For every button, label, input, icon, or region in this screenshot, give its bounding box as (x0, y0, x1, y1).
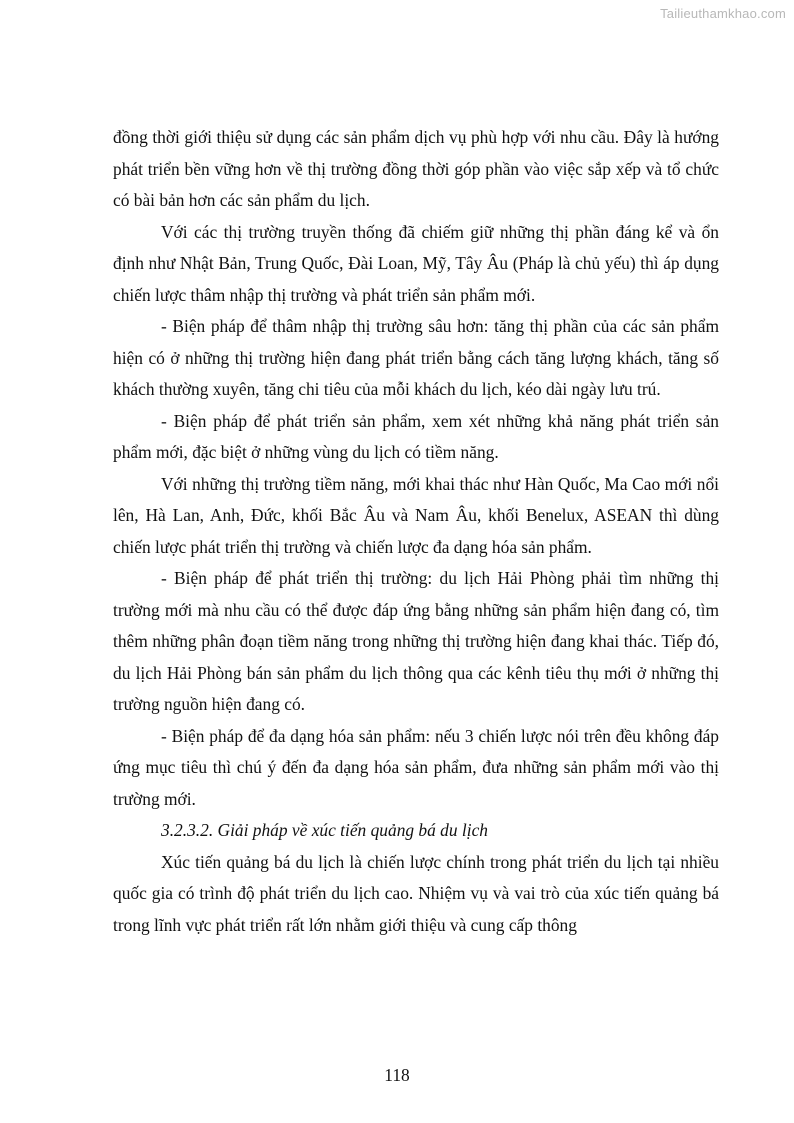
paragraph-product-development: - Biện pháp để phát triển sản phẩm, xem xét những khả năng phát triển sản phẩm mới, đặc biệt ở những vùng du lịch có tiềm năng. (113, 410, 719, 462)
paragraph-traditional-markets: Với các thị trường truyền thống đã chiếm giữ những thị phần đáng kể và ổn định như Nhật Bản, Trung Quốc, Đài Loan, Mỹ, Tây Âu (Pháp là chủ yếu) thì áp dụng chiến lược thâm nhập thị trường và phát triển sản phẩm mới. (113, 221, 719, 305)
section-heading: 3.2.3.2. Giải pháp về xúc tiến quảng bá du lịch (161, 820, 488, 840)
paragraph-market-penetration: - Biện pháp để thâm nhập thị trường sâu hơn: tăng thị phần của các sản phẩm hiện có ở những thị trường hiện đang phát triển bằng cách tăng lượng khách, tăng số khách thường xuyên, tăng chi tiêu của mỗi khách du lịch, kéo dài ngày lưu trú. (113, 316, 719, 399)
paragraph-promotion: Xúc tiến quảng bá du lịch là chiến lược chính trong phát triển du lịch tại nhiều quốc gia có trình độ phát triển du lịch cao. Nhiệm vụ và vai trò của xúc tiến quảng bá trong lĩnh vực phát triển rất lớn nhằm giới thiệu và cung cấp thông (113, 851, 719, 935)
watermark-text: Tailieuthamkhao.com (660, 6, 786, 21)
paragraph-diversification: - Biện pháp để đa dạng hóa sản phẩm: nếu 3 chiến lược nói trên đều không đáp ứng mục tiêu thì chú ý đến đa dạng hóa sản phẩm, đưa những sản phẩm mới vào thị trường mới. (113, 725, 719, 809)
paragraph-market-development: - Biện pháp để phát triển thị trường: du lịch Hải Phòng phải tìm những thị trường mới mà nhu cầu có thể được đáp ứng bằng những sản phẩm hiện đang có, tìm thêm những phân đoạn tiềm năng trong những thị trường hiện đang khai thác. Tiếp đó, du lịch Hải Phòng bán sản phẩm du lịch thông qua các kênh tiêu thụ mới ở những thị trường nguồn hiện đang có. (113, 568, 719, 714)
page-number: 118 (384, 1065, 410, 1085)
paragraph-potential-markets: Với những thị trường tiềm năng, mới khai thác như Hàn Quốc, Ma Cao mới nổi lên, Hà Lan, Anh, Đức, khối Bắc Âu và Nam Âu, khối Benelux, ASEAN thì dùng chiến lược phát triển thị trường và chiến lược đa dạng hóa sản phẩm. (113, 473, 719, 557)
document-body (113, 122, 719, 941)
paragraph-continuation: đồng thời giới thiệu sử dụng các sản phẩm dịch vụ phù hợp với nhu cầu. Đây là hướng phát triển bền vững hơn về thị trường đồng thời góp phần vào việc sắp xếp và tổ chức có bài bản hơn các sản phẩm du lịch. (113, 127, 719, 210)
